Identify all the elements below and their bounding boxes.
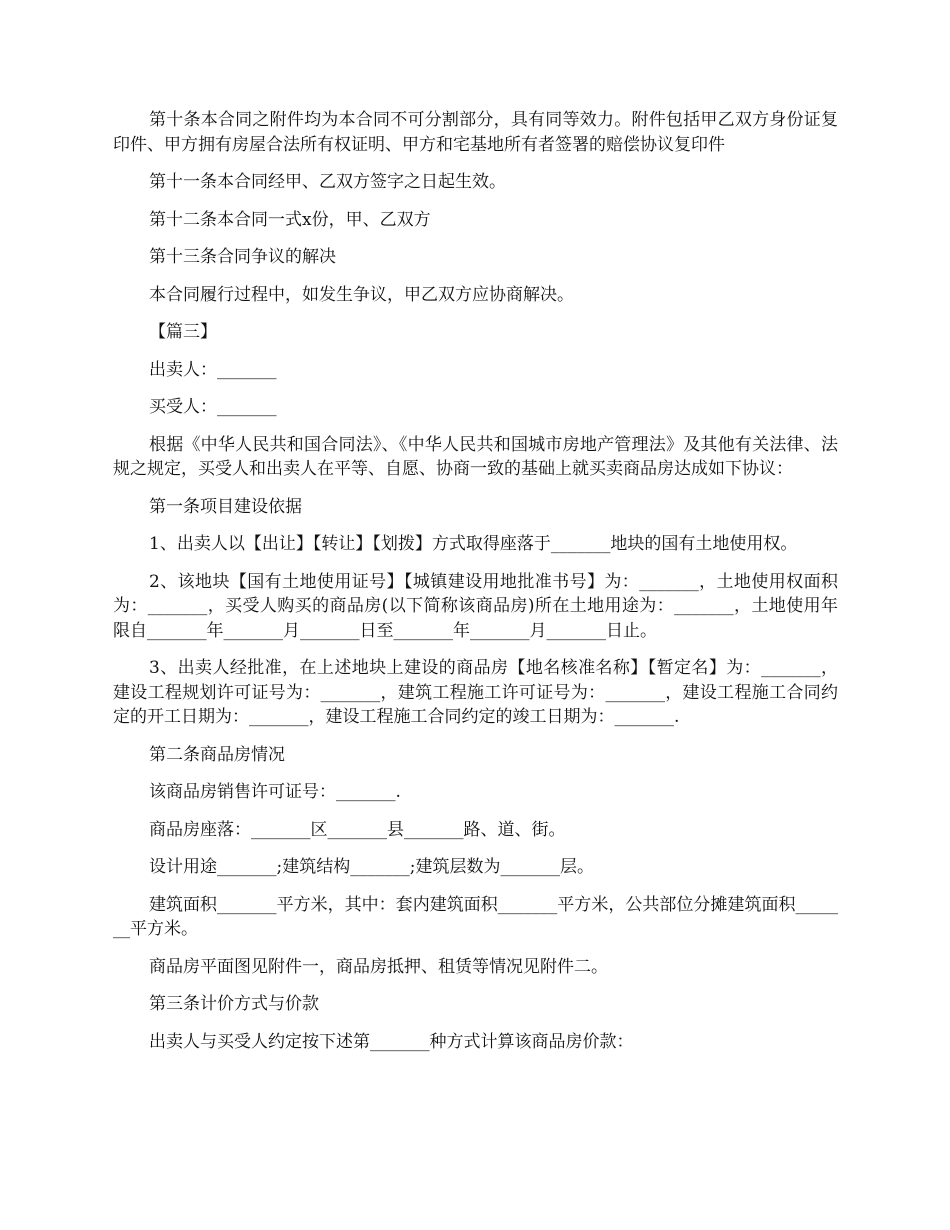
paragraph-article-10: 第十条本合同之附件均为本合同不可分割部分，具有同等效力。附件包括甲乙双方身份证复印件、甲方拥有房屋合法所有权证明、甲方和宅基地所有者签署的赔偿协议复印件: [113, 110, 838, 155]
paragraph-article-1-item-3: 3、出卖人经批准，在上述地块上建设的商品房【地名核准名称】【暂定名】为：_______，建设工程规划许可证号为：_______，建筑工程施工许可证号为：_______，建设工程施工合同约定的开工日期为：_______，建设工程施工合同约定的竣工日期为：_______.: [113, 658, 838, 727]
paragraph-dispute-resolution: 本合同履行过程中，如发生争议，甲乙双方应协商解决。: [149, 284, 574, 305]
paragraph-article-1-item-1: 1、出卖人以【出让】【转让】【划拨】方式取得座落于_______地块的国有土地使用权。: [149, 534, 798, 554]
paragraph-floor-area: 建筑面积_______平方米，其中：套内建筑面积_______平方米，公共部位分摊建筑面积_______平方米。: [113, 894, 838, 939]
paragraph-sales-permit: 该商品房销售许可证号：_______.: [149, 782, 401, 802]
paragraph-article-12: 第十二条本合同一式x份，甲、乙双方: [149, 209, 431, 230]
paragraph-article-1-item-2: 2、该地块【国有土地使用证号】【城镇建设用地批准书号】为：_______，土地使用权面积为：_______，买受人购买的商品房(以下简称该商品房)所在土地用途为：_______，土地使用年限自_______年_______月_______日至_______年_______月_______日止。: [113, 571, 838, 641]
paragraph-design-use: 设计用途_______;建筑结构_______;建筑层数为_______层。: [149, 857, 594, 877]
paragraph-article-11: 第十一条本合同经甲、乙双方签字之日起生效。: [149, 172, 506, 192]
paragraph-article-2-heading: 第二条商品房情况: [149, 744, 285, 765]
paragraph-preamble: 根据《中华人民共和国合同法》、《中华人民共和国城市房地产管理法》及其他有关法律、法规之规定，买受人和出卖人在平等、自愿、协商一致的基础上就买卖商品房达成如下协议：: [113, 434, 838, 479]
paragraph-buyer: 买受人：_______: [149, 397, 277, 417]
paragraph-pricing-method: 出卖人与买受人约定按下述第_______种方式计算该商品房价款：: [149, 1031, 634, 1052]
paragraph-article-3-heading: 第三条计价方式与价款: [149, 994, 319, 1014]
paragraph-location: 商品房座落：_______区_______县_______路、道、街。: [149, 819, 566, 840]
document-body: [113, 108, 838, 1054]
paragraph-article-13-heading: 第十三条合同争议的解决: [149, 247, 336, 267]
paragraph-article-1-heading: 第一条项目建设依据: [149, 496, 302, 517]
paragraph-attachments: 商品房平面图见附件一，商品房抵押、租赁等情况见附件二。: [149, 956, 608, 977]
paragraph-seller: 出卖人：_______: [149, 359, 277, 380]
section-heading-part-three: 【篇三】: [149, 322, 217, 342]
